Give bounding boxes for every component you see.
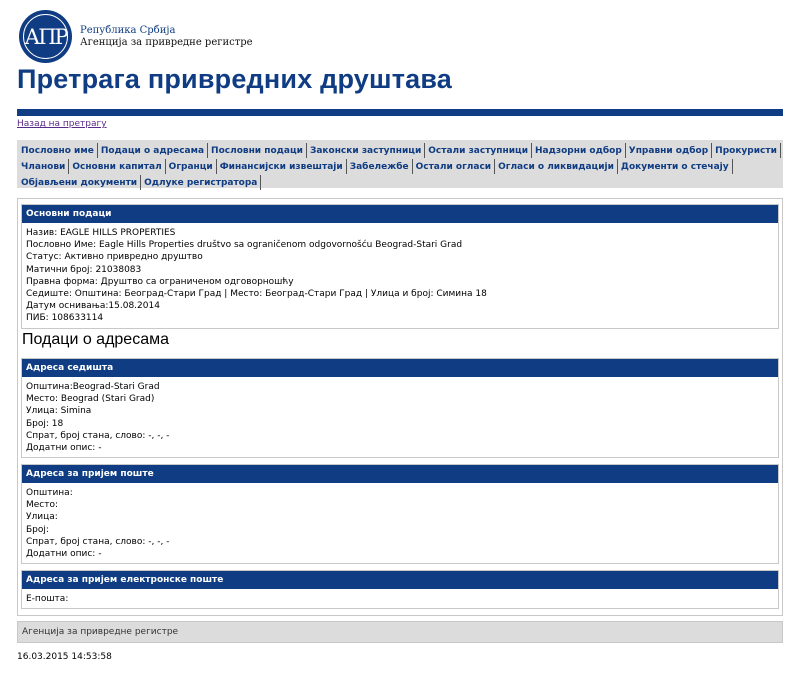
- tab-management-board[interactable]: Управни одбор: [626, 143, 712, 158]
- org-line-country: Република Србија: [80, 25, 176, 36]
- place: Место:: [26, 500, 59, 511]
- municipality: Општина:Beograd-Stari Grad: [26, 382, 160, 392]
- seat: Седиште: Општина: Београд-Стари Град | Место: Београд-Стари Град | Улица и број: Симина 18: [26, 289, 487, 300]
- email: E-пошта:: [26, 594, 69, 604]
- panel-header: Основни подаци: [22, 205, 778, 223]
- org-line-agency: Агенција за привредне регистре: [80, 37, 253, 48]
- tab-published-documents[interactable]: Објављени документи: [18, 175, 141, 190]
- panel-header: Адреса за пријем електронске поште: [22, 571, 778, 589]
- tab-addresses[interactable]: Подаци о адресама: [98, 143, 208, 158]
- tab-other-representatives[interactable]: Остали заступници: [425, 143, 532, 158]
- tab-notes[interactable]: Забележбе: [347, 159, 413, 174]
- tab-supervisory-board[interactable]: Надзорни одбор: [532, 143, 626, 158]
- tab-liquidation-notices[interactable]: Огласи о ликвидацији: [495, 159, 618, 174]
- apr-logo-mark: АПР: [23, 14, 68, 59]
- legal-form: Правна форма: Друштво са ограниченом одговорношћу: [26, 276, 294, 287]
- content-area: [17, 198, 783, 616]
- floor-apartment-letter: Спрат, број стана, слово: -, -, -: [26, 430, 170, 441]
- street: Улица: Simina: [26, 406, 92, 417]
- status: Статус: Активно привредно друштво: [26, 252, 203, 263]
- tab-other-notices[interactable]: Остали огласи: [413, 159, 496, 174]
- email-address-panel: [21, 570, 779, 609]
- tab-members[interactable]: Чланови: [18, 159, 69, 174]
- section-tabs: [17, 140, 783, 188]
- panel-header: Адреса за пријем поште: [22, 465, 778, 483]
- tab-registrar-decisions[interactable]: Одлуке регистратора: [141, 175, 261, 190]
- founding-date: Датум оснивања:15.08.2014: [26, 301, 160, 312]
- street: Улица:: [26, 512, 58, 523]
- tab-proxies[interactable]: Прокуристи: [712, 143, 781, 158]
- additional-description: Додатни опис: -: [26, 443, 102, 454]
- addresses-heading: Подаци о адресама: [22, 331, 169, 348]
- floor-apartment-letter: Спрат, број стана, слово: -, -, -: [26, 536, 170, 547]
- site-header: [19, 10, 419, 62]
- tab-branches[interactable]: Огранци: [166, 159, 217, 174]
- number: Број: 18: [26, 418, 64, 429]
- municipality: Општина:: [26, 488, 73, 498]
- tab-share-capital[interactable]: Основни капитал: [69, 159, 165, 174]
- back-to-search-link[interactable]: Назад на претрагу: [17, 119, 107, 129]
- panel-header: Адреса седишта: [22, 359, 778, 377]
- business-name: Пословно Име: Eagle Hills Properties društvo sa ograničenom odgovornošću Beograd-Stari Grad: [26, 240, 463, 251]
- mail-address-panel: [21, 464, 779, 564]
- additional-description: Додатни опис: -: [26, 549, 102, 560]
- timestamp: 16.03.2015 14:53:58: [17, 652, 112, 662]
- footer: Агенција за привредне регистре: [17, 621, 783, 643]
- registration-number: Матични број: 21038083: [26, 264, 142, 275]
- tab-bankruptcy-documents[interactable]: Документи о стечају: [618, 159, 733, 174]
- page-title: Претрага привредних друштава: [17, 64, 453, 94]
- seat-address-panel: [21, 358, 779, 458]
- apr-logo: [19, 10, 72, 63]
- title-divider: [17, 109, 783, 116]
- basic-data-panel: [21, 204, 779, 329]
- company-name: Назив: EAGLE HILLS PROPERTIES: [26, 228, 176, 238]
- tab-business-data[interactable]: Пословни подаци: [208, 143, 307, 158]
- org-name: [80, 25, 253, 49]
- tab-business-name[interactable]: Пословно име: [18, 143, 98, 158]
- tax-id: ПИБ: 108633114: [26, 313, 104, 324]
- tab-financial-reports[interactable]: Финансијски извештаји: [217, 159, 347, 174]
- number: Број:: [26, 524, 49, 535]
- tab-legal-representatives[interactable]: Законски заступници: [307, 143, 425, 158]
- place: Место: Beograd (Stari Grad): [26, 394, 155, 405]
